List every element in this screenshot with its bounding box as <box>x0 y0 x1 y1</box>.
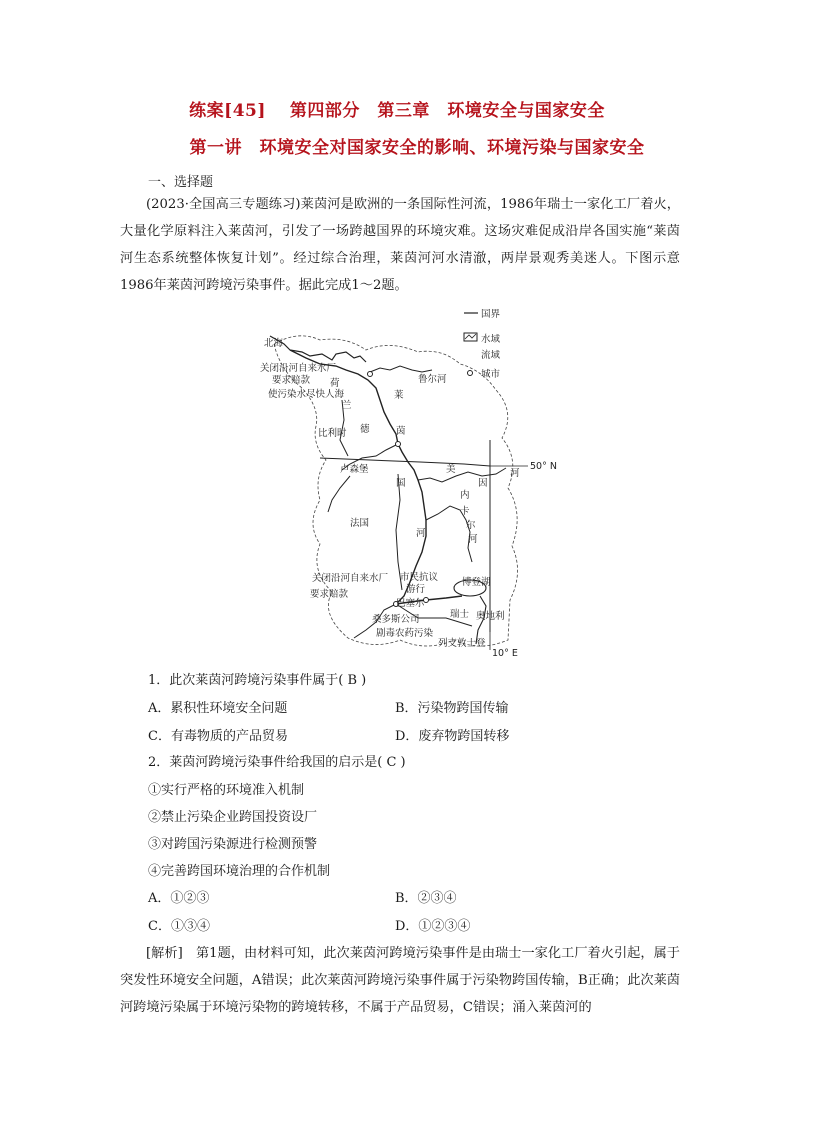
sandoz-label: 桑多斯公司 <box>372 614 420 625</box>
neckar-label-3: 尔 <box>466 520 476 531</box>
protest-label-2: 游行 <box>406 584 426 595</box>
lat-label: 50° N <box>530 461 557 472</box>
protest-label-1: 市民抗议 <box>400 572 439 583</box>
legend-city-symbol <box>468 371 473 376</box>
west-tributary <box>328 476 350 512</box>
netherlands-label-1: 荷 <box>330 378 340 389</box>
intro-paragraph <box>120 191 680 299</box>
rhine-label-2: 茵 <box>396 426 406 437</box>
q2-statement-1: ①实行严格的环境准入机制 <box>148 783 305 798</box>
note2-line2: 要求赔款 <box>310 589 349 600</box>
q1-option-b: B．污染物跨国传输 <box>395 701 509 716</box>
city-dot <box>368 372 373 377</box>
city-dot <box>396 442 401 447</box>
intro-text: (2023·全国高三专题练习)莱茵河是欧洲的一条国际性河流，1986年瑞士一家化工厂着火，大量化学原料注入莱茵河，引发了一场跨越国界的环境灾难。这场灾难促成沿岸各国实施“莱茵河生态系统整体恢复计划”。经过综合治理，莱茵河河水清澈，两岸景观秀美迷人。下图示意1986年莱茵河跨境污染事件。据此完成1～2题。 <box>120 197 680 293</box>
q1-option-a: A．累积性环境安全问题 <box>148 701 288 716</box>
page-subtitle: 第一讲 环境安全对国家安全的影响、环境污染与国家安全 <box>189 138 645 158</box>
q2-option-a: A．①②③ <box>148 891 210 906</box>
netherlands-label-2: 兰 <box>342 400 352 411</box>
liechtenstein-label: 列支敦士登 <box>438 638 486 649</box>
q1-option-d: D．废弃物跨国转移 <box>395 729 510 744</box>
germany-label-1: 德 <box>360 424 370 435</box>
analysis-text: [解析] 第1题，由材料可知，此次莱茵河跨境污染事件是由瑞士一家化工厂着火引起，属于突发性环境安全问题，A错误；此次莱茵河跨境污染事件属于污染物跨国传输，B正确；此次莱茵河跨境污染属于环境污染物的跨境转移，不属于产品贸易，C错误；涌入莱茵河的 <box>120 946 680 1015</box>
ruhr-label: 鲁尔河 <box>418 374 447 385</box>
q2-option-d: D．①②③④ <box>395 919 471 934</box>
france-label: 法国 <box>350 518 370 529</box>
belgium-label: 比利时 <box>318 428 347 439</box>
leak-label: 剧毒农药污染 <box>376 628 434 639</box>
q2-statement-2: ②禁止污染企业跨国投资设厂 <box>148 810 318 825</box>
rhine-label-3: 河 <box>416 528 426 539</box>
austria-label: 奥地利 <box>476 611 505 622</box>
q2-statement-3: ③对跨国污染源进行检测预警 <box>148 837 318 852</box>
coastline <box>270 336 366 362</box>
neckar-label-1: 内 <box>460 490 470 501</box>
q1-option-c: C．有毒物质的产品贸易 <box>148 729 288 744</box>
luxembourg-label: 卢森堡 <box>340 464 369 475</box>
page-title: 练案[45] 第四部分 第三章 环境安全与国家安全 <box>189 101 605 121</box>
north-sea-label: 北海 <box>264 338 284 349</box>
main-river <box>418 468 506 482</box>
rhine-label-1: 莱 <box>394 390 404 401</box>
legend-city-label: 城市 <box>481 369 501 380</box>
legend-basin-label: 流域 <box>481 350 501 361</box>
germany-label-2: 国 <box>396 478 406 489</box>
rhine-pollution-map <box>250 300 557 662</box>
section-heading: 一、选择题 <box>148 175 214 190</box>
q2-stem: 2．莱茵河跨境污染事件给我国的启示是( C ) <box>148 755 406 770</box>
legend-water-label: 水域 <box>481 334 501 345</box>
q2-statement-4: ④完善跨国环境治理的合作机制 <box>148 864 331 879</box>
analysis-paragraph <box>120 940 680 1021</box>
main-label-1: 美 <box>446 464 456 475</box>
note1-line1: 关闭沿河自来水厂 <box>260 363 337 374</box>
q2-option-c: C．①③④ <box>148 919 210 934</box>
constance-label: 博登湖 <box>462 577 491 588</box>
legend-border-label: 国界 <box>481 309 501 320</box>
main-label-2: 因 <box>478 478 488 489</box>
basel-label: 巴塞尔 <box>396 598 425 609</box>
q2-option-b: B．②③④ <box>395 891 457 906</box>
note2-line1: 关闭沿河自来水厂 <box>312 573 389 584</box>
ruhr-river <box>370 366 432 372</box>
note1-line2: 要求赔款 <box>272 375 311 386</box>
neckar-label-4: 河 <box>468 534 478 545</box>
note1-line3: 使污染水尽快人海 <box>268 389 345 400</box>
switzerland-label: 瑞士 <box>450 609 470 620</box>
main-label-3: 河 <box>510 468 520 479</box>
q1-stem: 1．此次莱茵河跨境污染事件属于( B ) <box>148 673 367 688</box>
neckar-label-2: 卡 <box>460 506 470 517</box>
lon-label: 10° E <box>492 648 518 659</box>
